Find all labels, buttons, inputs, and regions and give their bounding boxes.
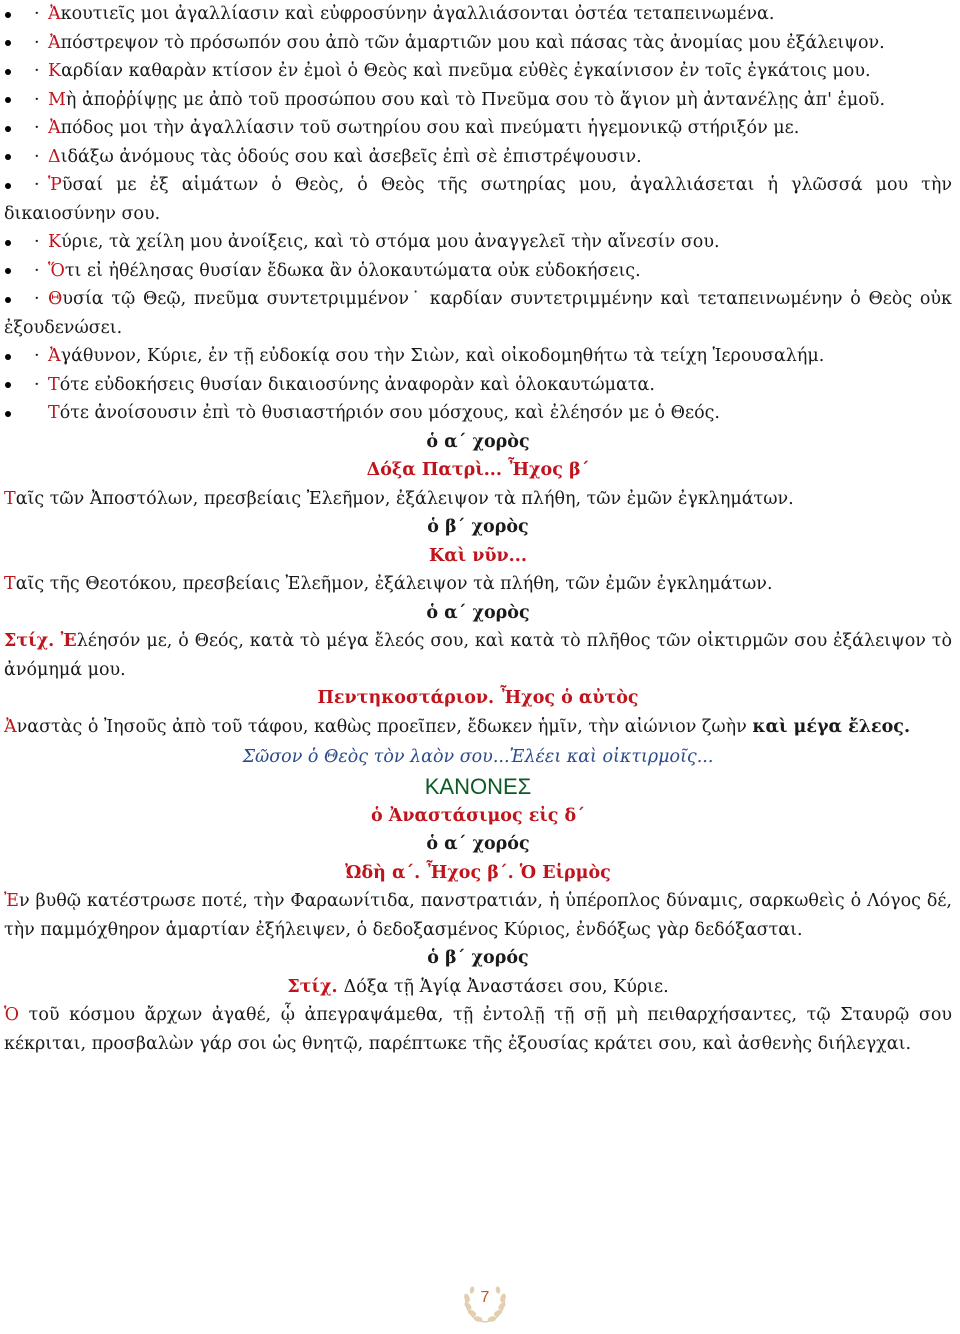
troparion-text: αῖς τῶν Ἀποστόλων, πρεσβείαις Ἐλεῆμον, ἐξάλειψον τὰ πλήθη, τῶν ἐμῶν ἐγκλημάτων.	[15, 488, 794, 509]
verse-dot: ·	[34, 374, 40, 395]
psalm-verse	[4, 257, 952, 286]
verse-text: αρδίαν καθαρὰν κτίσον ἐν ἐμοὶ ὁ Θεὸς καὶ πνεῦμα εὐθὲς ἐγκαίνισον ἐν τοῖς ἐγκάτοις μου.	[61, 61, 871, 81]
verse-initial: Ἀ	[48, 4, 61, 24]
psalm-verse	[4, 0, 952, 29]
psalm-verse-list	[0, 0, 960, 428]
psalm-verse	[4, 114, 952, 143]
verse-initial: Ῥ	[48, 175, 62, 195]
troparion-initial: Τ	[4, 574, 16, 594]
verse-initial: Ἀ	[48, 32, 61, 53]
verse-text: ιδάξω ἀνόμους τὰς ὁδούς σου καὶ ἀσεβεῖς ἐπὶ σὲ ἐπιστρέψουσιν.	[60, 146, 642, 167]
verse-text: γάθυνον, Κύριε, ἐν τῇ εὐδοκίᾳ σου τὴν Σιὼν, καὶ οἰκοδομηθήτω τὰ τείχη Ἱερουσαλήμ.	[60, 346, 825, 366]
bullet-icon	[4, 0, 34, 29]
troparion-text: τοῦ κόσμου ἄρχων ἀγαθέ, ᾧ ἀπεγραψάμεθα, τῇ ἐντολῇ τῇ σῇ μὴ πειθαρχήσαντες, τῷ Σταυρῷ σου κέκριται, προσβαλὼν γάρ σοι ὡς θνητῷ, παρέπτωκε τῆς ἐξουσίας κράτει σου, καὶ ἀσθενὴς διήλεγχαι.	[4, 1005, 952, 1054]
stichos-label: Στίχ. Ἐ	[4, 631, 77, 651]
anastas-troparion	[4, 713, 952, 742]
psalm-verse	[4, 228, 952, 257]
stichos-text: λέησόν με, ὁ Θεός, κατὰ τὸ μέγα ἔλεός σου, καὶ κατὰ τὸ πλῆθος τῶν οἰκτιρμῶν σου ἐξάλειψον τὸ ἀνόμημά μου.	[4, 631, 952, 680]
bullet-icon	[4, 171, 34, 200]
psalm-verse	[4, 371, 952, 400]
verse-text: ότε εὐδοκήσεις θυσίαν δικαιοσύνης ἀναφορὰν καὶ ὁλοκαυτώματα.	[59, 374, 655, 395]
psalm-verse	[4, 399, 952, 428]
heirmos-text	[4, 887, 952, 944]
pentecostarion-heading: Πεντηκοστάριον. Ἦχος ὁ αὐτὸς	[317, 688, 639, 708]
verse-dot: ·	[34, 4, 40, 24]
choir-heading: ὁ α΄ χορὸς	[426, 431, 530, 452]
bullet-icon	[4, 285, 34, 314]
anastasimos-heading: ὁ Ἀναστάσιμος εἰς δ΄	[371, 805, 585, 826]
verse-text: πόστρεψον τὸ πρόσωπόν σου ἀπὸ τῶν ἁμαρτιῶν μου καὶ πάσας τὰς ἀνομίας μου ἐξάλειψον.	[60, 32, 885, 53]
troparion-bold-ending: καὶ μέγα ἔλεος.	[752, 716, 911, 737]
verse-initial: Ἀ	[48, 346, 61, 366]
bullet-icon	[4, 143, 34, 172]
psalm-verse	[4, 86, 952, 115]
bullet-icon	[4, 257, 34, 286]
choir-heading: ὁ β΄ χορὸς	[427, 517, 529, 537]
verse-dot: ·	[34, 260, 40, 281]
bullet-icon	[4, 114, 34, 143]
bullet-icon	[4, 399, 34, 428]
psalm-verse	[4, 143, 952, 172]
verse-text: ὴ ἀποῤῥίψῃς με ἀπὸ τοῦ προσώπου σου καὶ τὸ Πνεῦμα σου τὸ ἅγιον μὴ ἀντανέλῃς ἀπ' ἐμοῦ.	[65, 89, 886, 110]
verse-initial: Ἀ	[48, 118, 61, 138]
troparion-initial: Τ	[4, 488, 16, 509]
verse-dot: ·	[34, 146, 40, 167]
psalm-verse	[4, 29, 952, 58]
verse-initial: Τ	[48, 403, 60, 423]
troparion-theotokos	[4, 570, 952, 599]
psalm-verse	[4, 342, 952, 371]
verse-dot: ·	[34, 289, 40, 309]
verse-text: ότε ἀνοίσουσιν ἐπὶ τὸ θυσιαστήριόν σου μόσχους, καὶ ἐλέησόν με ὁ Θεός.	[59, 403, 720, 423]
troparion-last	[4, 1001, 952, 1058]
kanones-heading: ΚΑΝΟΝΕΣ	[424, 773, 532, 799]
bullet-icon	[4, 86, 34, 115]
psalm-verse	[4, 285, 952, 342]
choir-heading: ὁ α΄ χορὸς	[426, 602, 530, 623]
choir-heading: ὁ β΄ χορός	[427, 948, 529, 968]
verse-text: τι εἰ ἠθέλησας θυσίαν ἔδωκα ἂν ὁλοκαυτώματα οὐκ εὐδοκήσεις.	[64, 260, 641, 281]
verse-dot: ·	[34, 118, 40, 138]
page-number-badge	[458, 1276, 512, 1326]
stichos-verse	[4, 973, 952, 1002]
bullet-icon	[4, 228, 34, 257]
heirmos-body: ν βυθῷ κατέστρωσε ποτέ, τὴν Φαραωνίτιδα, πανστρατιάν, ἡ ὑπέροπλος δύναμις, σαρκωθεὶς ὁ Λόγος δέ, τὴν παμμόχθηρον ἁμαρτίαν ἐξήλειψεν, ὁ δεδοξασμένος Κύριος, ἐνδόξως γὰρ δεδόξασται.	[4, 891, 952, 940]
verse-dot: ·	[34, 175, 40, 195]
stichos-verse	[4, 627, 952, 684]
choir-heading: ὁ α΄ χορός	[426, 834, 530, 854]
bullet-icon	[4, 29, 34, 58]
verse-dot: ·	[34, 346, 40, 366]
psalm-verse	[4, 57, 952, 86]
rubric-section	[0, 428, 960, 1059]
verse-initial: Μ	[48, 89, 66, 110]
troparion-initial: Ὁ	[4, 1005, 20, 1025]
verse-text: ῦσαί με ἐξ αἱμάτων ὁ Θεὸς, ὁ Θεὸς τῆς σωτηρίας μου, ἀγαλλιάσεται ἡ γλῶσσά μου τὴν δικαιοσύνην σου.	[4, 175, 952, 224]
psalm-verse	[4, 171, 952, 228]
troparion-text: αῖς τῆς Θεοτόκου, πρεσβείαις Ἐλεῆμον, ἐξάλειψον τὰ πλήθη, τῶν ἐμῶν ἐγκλημάτων.	[15, 574, 773, 594]
verse-dot: ·	[34, 32, 40, 53]
stichos-label: Στίχ.	[287, 976, 344, 997]
kai-nyn-heading: Καὶ νῦν...	[429, 545, 527, 566]
verse-initial: Τ	[48, 374, 60, 395]
verse-dot: ·	[34, 89, 40, 110]
heirmos-initial: Ἐ	[4, 891, 19, 911]
verse-initial: Κ	[48, 61, 62, 81]
bullet-icon	[4, 342, 34, 371]
page-number: 7	[480, 1289, 490, 1306]
troparion-apostles	[4, 485, 952, 514]
verse-dot: ·	[34, 61, 40, 81]
bullet-icon	[4, 371, 34, 400]
verse-text: κουτιεῖς μοι ἀγαλλίασιν καὶ εὐφροσύνην ἀγαλλιάσονται ὀστέα τεταπεινωμένα.	[60, 4, 775, 24]
stichos-text: Δόξα τῇ Ἁγίᾳ Ἀναστάσει σου, Κύριε.	[343, 976, 669, 997]
verse-dot: ·	[34, 232, 40, 252]
verse-initial: Ὅ	[48, 260, 65, 281]
bullet-icon	[4, 57, 34, 86]
verse-text: υσία τῷ Θεῷ, πνεῦμα συντετριμμένον˙ καρδίαν συντετριμμένην καὶ τεταπεινωμένην ὁ Θεὸς οὐκ ἐξουδενώσει.	[4, 289, 952, 338]
verse-initial: Κ	[48, 232, 62, 252]
troparion-initial: Ἀ	[4, 716, 17, 737]
verse-initial: Δ	[48, 146, 61, 167]
doxa-heading: Δόξα Πατρὶ... Ἦχος β΄	[366, 460, 590, 480]
ode-heading: Ὠδὴ α΄. Ἦχος β΄. Ὁ Εἱρμὸς	[345, 862, 611, 883]
soson-line: Σῶσον ὁ Θεὸς τὸν λαὸν σου...Ἐλέει καὶ οἰκτιρμοῖς...	[242, 747, 714, 767]
verse-text: πόδος μοι τὴν ἀγαλλίασιν τοῦ σωτηρίου σου καὶ πνεύματι ἡγεμονικῷ στήριξόν με.	[60, 118, 800, 138]
verse-initial: Θ	[48, 289, 63, 309]
troparion-text: ναστὰς ὁ Ἰησοῦς ἀπὸ τοῦ τάφου, καθὼς προεῖπεν, ἔδωκεν ἡμῖν, τὴν αἰώνιον ζωὴν	[16, 716, 753, 737]
verse-text: ύριε, τὰ χείλη μου ἀνοίξεις, καὶ τὸ στόμα μου ἀναγγελεῖ τὴν αἴνεσίν σου.	[61, 232, 720, 252]
